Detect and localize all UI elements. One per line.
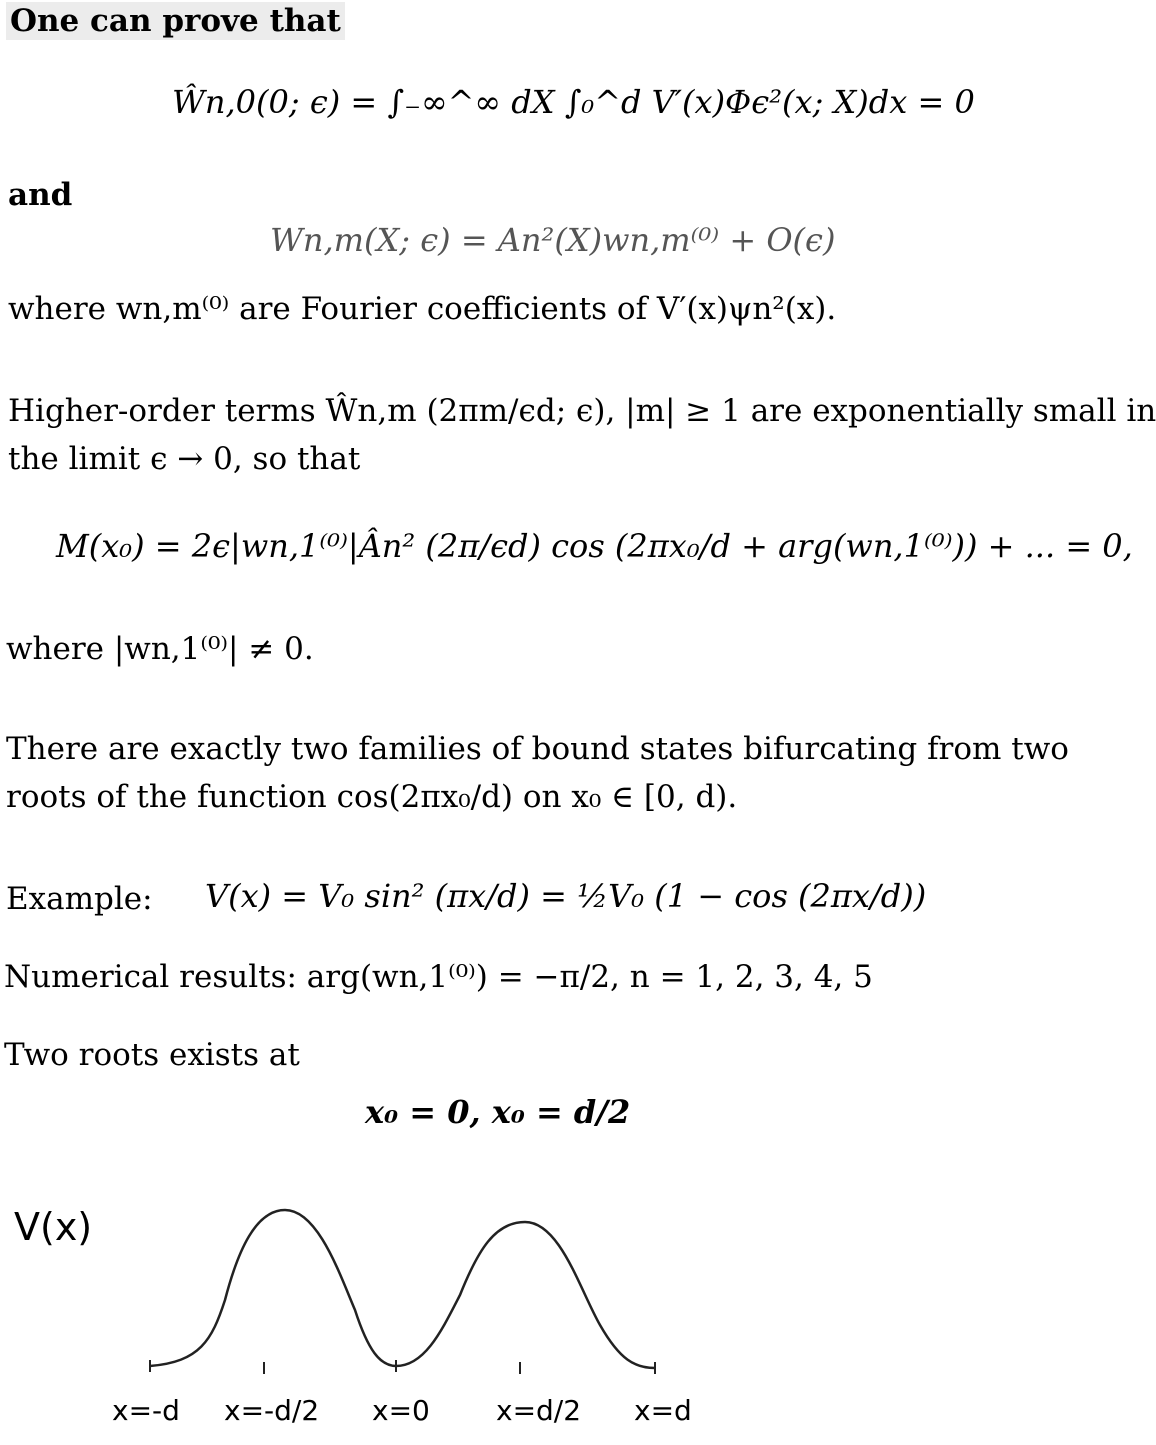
nonzero-condition-text: where |wn,1⁽⁰⁾| ≠ 0. <box>6 631 314 667</box>
roots-equation: x₀ = 0, x₀ = d/2 <box>365 1093 631 1131</box>
higher-order-text-line2: the limit ϵ → 0, so that <box>8 441 361 477</box>
example-label: Example: <box>6 881 153 917</box>
numerical-results-text: Numerical results: arg(wn,1⁽⁰⁾) = −π/2, n = 1, 2, 3, 4, 5 <box>4 959 873 995</box>
higher-order-text-line1: Higher-order terms Ŵn,m (2πm/ϵd; ϵ), |m| ≥ 1 are exponentially small in <box>8 393 1156 429</box>
xlabel-minus-d: x=-d <box>112 1394 180 1427</box>
families-text-line2: roots of the function cos(2πx₀/d) on x₀ ∈ [0, d). <box>6 779 738 815</box>
sketch-ylabel: V(x) <box>14 1205 93 1249</box>
example-equation: V(x) = V₀ sin² (πx/d) = ½V₀ (1 − cos (2πx/d)) <box>205 877 927 915</box>
potential-curve <box>150 1210 655 1368</box>
equation-w-nm: Wn,m(X; ϵ) = An²(X)wn,m⁽⁰⁾ + O(ϵ) <box>270 221 836 259</box>
intro-text: One can prove that <box>6 2 345 40</box>
equation-w-hat-n0: Ŵn,0(0; ϵ) = ∫₋∞^∞ dX ∫₀^d V′(x)Φϵ²(x; X)dx = 0 <box>172 83 975 121</box>
fourier-coefficients-text: where wn,m⁽⁰⁾ are Fourier coefficients of V′(x)ψn²(x). <box>8 291 837 327</box>
xlabel-d: x=d <box>634 1394 692 1427</box>
equation-melnikov: M(x₀) = 2ϵ|wn,1⁽⁰⁾|Ân² (2π/ϵd) cos (2πx₀/d + arg(wn,1⁽⁰⁾)) + ... = 0, <box>56 527 1133 565</box>
xlabel-half-d: x=d/2 <box>496 1394 582 1427</box>
two-roots-text: Two roots exists at <box>4 1037 300 1073</box>
potential-sketch <box>0 1190 1017 1445</box>
xlabel-zero: x=0 <box>372 1394 430 1427</box>
and-text: and <box>8 177 73 213</box>
xlabel-minus-half-d: x=-d/2 <box>224 1394 320 1427</box>
families-text-line1: There are exactly two families of bound states bifurcating from two <box>6 731 1069 767</box>
